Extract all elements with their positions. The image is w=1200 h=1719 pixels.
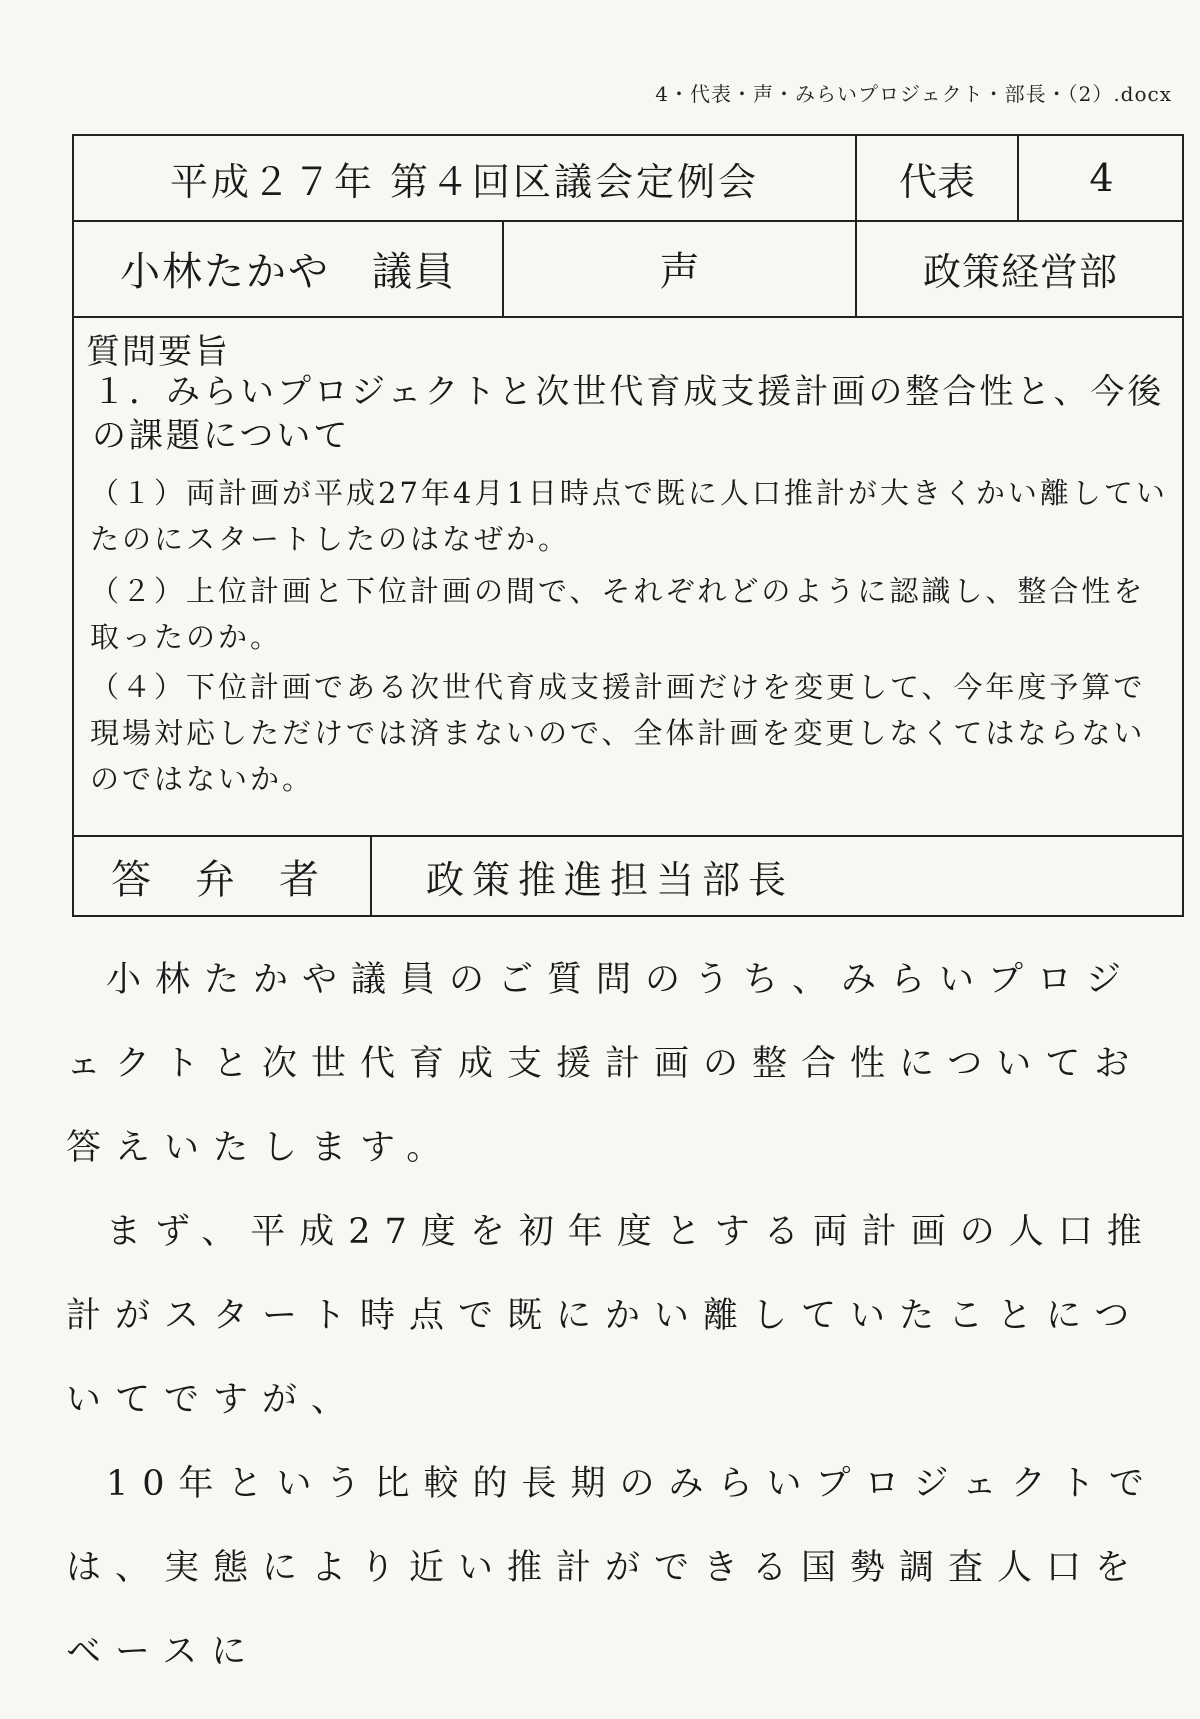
sub-question-3-text: 下位計画である次世代育成支援計画だけを変更して、今年度予算で現場対応しただけでは済まないので、全体計画を変更しなくてはならないのではないか。 <box>90 670 1146 796</box>
answer-paragraph-1: 小林たかや議員のご質問のうち、みらいプロジェクトと次世代育成支援計画の整合性についてお答えいたします。 <box>66 960 1144 1168</box>
main-question-text: １．みらいプロジェクトと次世代育成支援計画の整合性と、今後の課題について <box>92 372 1165 456</box>
sub-question-2-text: 上位計画と下位計画の間で、それぞれどのように認識し、整合性を取ったのか。 <box>90 574 1146 654</box>
document-filename: 4・代表・声・みらいプロジェクト・部長・（2）.docx <box>655 82 1172 106</box>
info-row-2 <box>74 220 1182 318</box>
sub-question-1 <box>90 470 1170 562</box>
session-title: 平成２７年 第４回区議会定例会 <box>74 136 857 220</box>
sub-question-1-num: （１） <box>90 476 187 510</box>
answerer-row <box>74 835 1182 917</box>
question-frame <box>72 134 1184 917</box>
sub-question-2-num: （２） <box>90 574 187 608</box>
answer-body <box>66 938 1160 1694</box>
answer-paragraph-3: 10年という比較的長期のみらいプロジェクトでは、実態により近い推計ができる国勢調査人口をベースに <box>66 1464 1158 1672</box>
sub-question-2 <box>90 568 1170 660</box>
member-name: 小林たかや 議員 <box>74 220 504 316</box>
question-type: 代表 <box>857 136 1019 220</box>
sub-question-3-num: （４） <box>90 670 187 704</box>
main-question <box>92 370 1172 458</box>
department-name: 政策経営部 <box>922 249 1118 294</box>
sub-question-1-text: 両計画が平成27年4月1日時点で既に人口推計が大きくかい離していたのにスタートしたのはなぜか。 <box>90 476 1168 556</box>
answer-paragraph-2: まず、平成27度を初年度とする両計画の人口推計がスタート時点で既にかい離していたことについてですが、 <box>66 1212 1156 1420</box>
summary-title: 質問要旨 <box>86 332 230 372</box>
sub-question-3 <box>90 664 1170 802</box>
info-row-1 <box>74 136 1182 222</box>
question-summary <box>74 316 1182 837</box>
answerer-label: 答弁者 <box>74 835 372 917</box>
question-number: 4 <box>1089 156 1114 200</box>
answerer-name: 政策推進担当部長 <box>426 857 795 902</box>
party-name: 声 <box>504 220 857 316</box>
